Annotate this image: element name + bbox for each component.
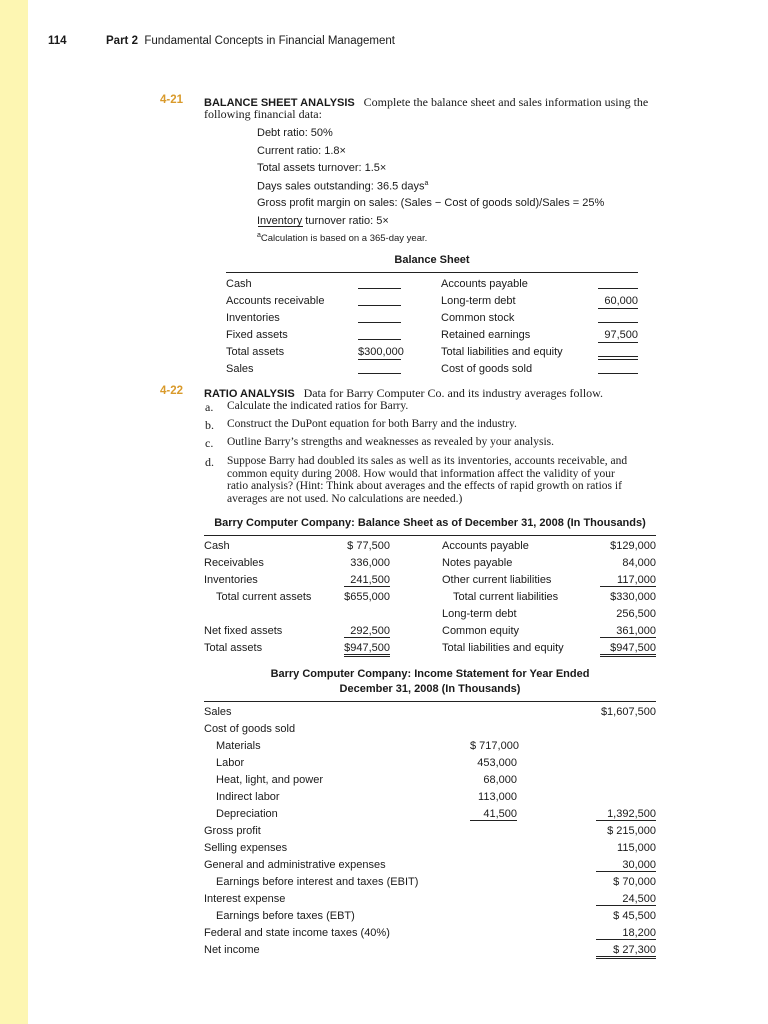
barry-is-label: Gross profit [204,825,261,837]
balance-sheet-left-label: Cash [226,278,252,290]
barry-is-label: Sales [204,706,232,718]
barry-is-total-value: 1,392,500 [596,806,656,821]
problem-4-22-heading: RATIO ANALYSIS [204,388,295,400]
financial-data-item: Gross profit margin on sales: (Sales − Cost of goods sold)/Sales = 25% [257,197,605,210]
barry-is-total-value: $ 27,300 [596,942,656,959]
barry-bs-liability-label: Total current liabilities [453,591,559,603]
item-text-line: Suppose Barry had doubled its sales as well as its inventories, accounts receivable, and [227,455,628,467]
item-letter: b. [205,418,214,432]
blank-answer-double-line [598,356,638,360]
item-text-line: ratio analysis? (Hint: Think about averages and the effects of rapid growth on ratios if [227,480,622,492]
balance-sheet-left-label: Sales [226,363,254,375]
balance-sheet-right-label: Long-term debt [441,295,516,307]
barry-bs-asset-value: $947,500 [344,640,390,657]
barry-is-total-value: 18,200 [596,925,656,940]
balance-sheet-right-label: Accounts payable [441,278,528,290]
barry-bs-liability-value: 117,000 [600,572,656,587]
barry-is-cost-value: 41,500 [470,806,517,821]
barry-is-cost-value: 453,000 [477,757,517,769]
part-label: Part 2 [106,35,138,47]
barry-is-total-value: 30,000 [596,857,656,872]
balance-sheet-left-label: Accounts receivable [226,295,325,307]
barry-is-total-value: $ 70,000 [613,876,656,888]
barry-income-statement-title-line2: December 31, 2008 (In Thousands) [339,683,521,695]
blank-answer-line [598,322,638,323]
item-text-line: Outline Barry’s strengths and weaknesses as revealed by your analysis. [227,436,555,448]
barry-is-label: Selling expenses [204,842,288,854]
balance-sheet-left-label: Inventories [226,312,280,324]
running-header [106,35,395,47]
balance-sheet-left-label: Fixed assets [226,329,288,341]
barry-is-total-value: $ 215,000 [607,825,656,837]
barry-bs-liability-value: 256,500 [616,608,656,620]
item-text-line: averages are not used. No calculations are needed.) [227,492,463,505]
blank-answer-line [358,288,401,289]
blank-answer-line [358,339,401,340]
financial-data-item: Days sales outstanding: 36.5 days$^a$ [257,179,429,193]
barry-is-label: Materials [216,740,261,752]
barry-bs-asset-value: 241,500 [344,572,390,587]
item-letter: c. [205,436,214,450]
barry-is-total-value: $1,607,500 [600,706,656,718]
barry-is-label: Federal and state income taxes (40%) [204,927,390,939]
problem-4-21-intro-line1: Complete the balance sheet and sales information using the [363,95,649,109]
barry-bs-liability-label: Other current liabilities [442,574,552,586]
barry-bs-asset-label: Inventories [204,574,258,586]
barry-is-label: Depreciation [216,808,278,820]
financial-data-item: Current ratio: 1.8× [257,144,346,157]
barry-is-cost-value: $ 717,000 [470,740,519,752]
problem-number-4-22: 4-22 [160,385,184,397]
balance-sheet-right-label: Cost of goods sold [441,363,533,375]
problem-number-4-21: 4-21 [160,94,184,106]
barry-bs-asset-label: Cash [204,540,230,552]
barry-bs-liability-value: $129,000 [610,540,656,552]
barry-bs-liability-label: Long-term debt [442,608,517,620]
barry-bs-liability-value: $330,000 [610,591,656,603]
barry-balance-sheet-title: Barry Computer Company: Balance Sheet as of December 31, 2008 (In Thousands) [214,517,646,529]
total-assets-value: $300,000 [358,346,404,358]
barry-is-label: Heat, light, and power [216,774,324,786]
barry-bs-asset-label: Net fixed assets [204,625,283,637]
barry-is-label: Interest expense [204,893,286,905]
problem-4-21-heading: BALANCE SHEET ANALYSIS [204,97,355,109]
page-number: 114 [48,35,67,47]
barry-is-label: Earnings before taxes (EBT) [216,910,355,922]
barry-is-cost-value: 113,000 [478,791,517,803]
barry-bs-liability-label: Accounts payable [442,540,529,552]
retained-earnings-value: 97,500 [598,327,638,343]
barry-is-label: Indirect labor [216,791,280,803]
blank-answer-line [358,373,401,374]
barry-is-label: General and administrative expenses [204,859,386,871]
barry-bs-asset-value: 336,000 [350,557,390,569]
barry-bs-asset-value: $655,000 [344,591,390,603]
financial-data-item: Inventory turnover ratio: 5× [257,215,389,227]
barry-is-total-value: $ 45,500 [613,910,656,922]
barry-bs-asset-label: Total assets [204,642,263,654]
blank-answer-line [598,288,638,289]
barry-is-total-value: 115,000 [617,842,656,854]
barry-bs-liability-value: 361,000 [600,623,656,638]
blank-answer-line [358,322,401,323]
problem-4-22-intro-text: Data for Barry Computer Co. and its industry averages follow. [303,386,604,400]
barry-bs-liability-value: 84,000 [622,557,656,569]
balance-sheet-top-rule [226,272,638,273]
financial-data-item: Debt ratio: 50% [257,127,333,139]
footnote-marker: a [424,179,429,187]
barry-is-cost-value: 68,000 [483,774,517,786]
item-text-line: Construct the DuPont equation for both Barry and the industry. [227,418,517,430]
blank-answer-line [358,305,401,306]
barry-is-total-value: 24,500 [596,891,656,906]
balance-sheet-left-label: Total assets [226,346,285,358]
barry-bs-asset-label: Receivables [204,557,264,569]
balance-sheet-right-label: Common stock [441,312,515,324]
item-letter: d. [205,455,214,469]
barry-is-label: Cost of goods sold [204,723,296,735]
part-title: Fundamental Concepts in Financial Management [144,35,395,47]
barry-bs-asset-value: 292,500 [344,623,390,638]
barry-bs-liability-value: $947,500 [600,640,656,657]
problem-4-21-intro-line2: following financial data: [204,107,322,121]
barry-balance-sheet-top-rule [204,535,656,536]
barry-bs-asset-value: $ 77,500 [347,540,390,552]
barry-is-label: Net income [204,944,260,956]
barry-is-label: Labor [216,757,245,769]
barry-bs-liability-label: Notes payable [442,557,513,569]
barry-bs-liability-label: Common equity [442,625,520,637]
footnote: $^a$Calculation is based on a 365-day year. [257,232,428,245]
balance-sheet-right-label: Total liabilities and equity [441,346,563,358]
barry-income-statement-top-rule [204,701,656,702]
blank-answer-line [598,373,638,374]
balance-sheet-title: Balance Sheet [394,254,470,266]
barry-income-statement-title-line1: Barry Computer Company: Income Statement for Year Ended [270,668,590,680]
financial-data-item: Total assets turnover: 1.5× [257,162,387,175]
balance-sheet-right-label: Retained earnings [441,329,531,341]
page-margin-strip [0,0,28,1024]
long-term-debt-value: 60,000 [598,293,638,309]
item-text-line: Calculate the indicated ratios for Barry. [227,400,409,412]
item-text-line: common equity during 2008. How would that information affect the validity of your [227,467,615,480]
item-letter: a. [205,400,214,414]
barry-bs-asset-label: Total current assets [216,591,312,603]
barry-bs-liability-label: Total liabilities and equity [442,642,564,654]
barry-is-label: Earnings before interest and taxes (EBIT) [216,876,419,888]
